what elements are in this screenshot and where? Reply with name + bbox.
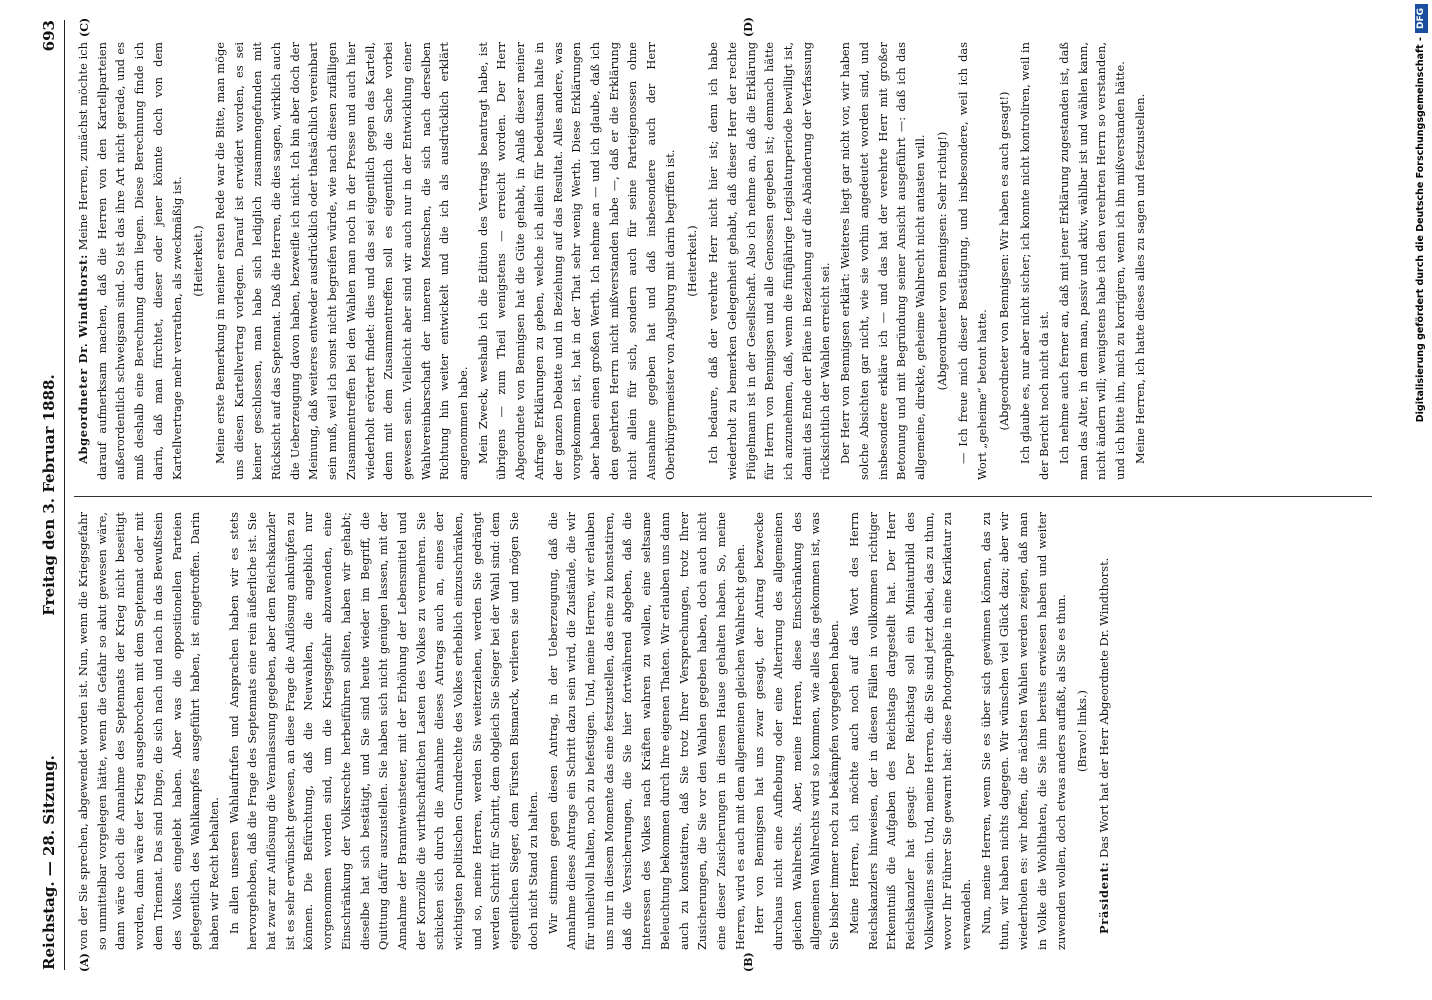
- margin-marker-a: (A): [78, 953, 91, 972]
- paragraph: [1131, 42, 1150, 480]
- digitization-text: Digitalisierung gefördert durch die Deutsche Forschungsgemeinschaft -: [1415, 37, 1426, 423]
- paragraph: von der Sie sprechen, abgewendet worden ist. Nun, wenn die Kriegsgefahr so unmittelbar vorgelegen hätte, wenn die Gefahr so akut gewesen wäre, dann wäre doch die Annahme des Septennats der Krieg nicht beseitigt worden, dann wäre der Krieg ausgebrochen mit dem Septennat oder mit dem Triennat. Das sind Dinge, die sich nach und nach in das Bewußtsein des Volkes eingelebt haben. Aber was die oppositionellen Parteien gelegentlich des Wahlkampfes ausgeführt haben, ist eingetroffen. Darin haben wir Recht behalten.: [76, 512, 221, 950]
- interjection: (Abgeordneter von Bennigsen: Sehr richtig!): [934, 131, 949, 391]
- speech-text: Der Herr von Bennigsen erklärt: Weiteres liegt gar nicht vor, wir haben solche Absichten gar nicht, wie sie vorhin angedeutet worden sind, und insbesondere erkläre ich — und das hat der verehrte Herr mit großer Betonung und mit Begründung seiner Ansicht ausgeführt —: daß ich das allgemeine, direkte, geheime Wahlrecht nicht antasten will.: [838, 42, 927, 480]
- paragraph: Meine Herren, ich möchte auch noch auf das Wort des Herrn Reichskanzlers hinweisen, der in diesen Fällen in vollkommen richtiger Erkenntniß die Aufgaben des Reichstags dargestellt hat. Der Herr Reichskanzler hat gesagt: Der Reichstag soll ein Miniaturbild des Volkswillens sein. Und, meine Herren, die Sie sind jetzt dabei, das zu thun, wovor Ihr Führer Sie gewarnt hat: diese Photographie in eine Karikatur zu verwandeln.: [846, 512, 974, 950]
- running-head-date: Freitag den 3. Februar 1888.: [40, 374, 58, 616]
- dfg-logo: DFG: [1415, 4, 1428, 33]
- margin-marker-d: (D): [742, 17, 755, 37]
- margin-marker-c: (C): [78, 17, 91, 37]
- paragraph: Nun, meine Herren, wenn Sie es über sich gewinnen können, das zu thun, wir haben nichts dagegen. Wir wünschen viel Glück dazu; aber wir wiederholen es: wir hoffen, die nächsten Wahlen werden zeigen, daß man in Volke die Wohlthaten, die Sie ihm bereits erwiesen haben und weiter zuwenden wollen, doch etwas anders auffaßt, als Sie es thun.: [978, 512, 1068, 950]
- paragraph: Herr von Bennigsen hat uns zwar gesagt, der Antrag bezwecke durchaus nicht eine Aufhebung oder eine Alterirung des allgemeinen gleichen Wahlrechts. Aber, meine Herren, diese Einschränkung des allgemeinen Wahlrechts wird so kommen, wie alles das gekommen ist, was Sie bisher immer noch zu bekämpfen vorgegeben haben.: [752, 512, 842, 950]
- right-column: [74, 42, 1372, 480]
- interjection: (Bravo! links.): [1075, 690, 1090, 772]
- paragraph: [1016, 42, 1053, 480]
- speaker-name: Präsident:: [1096, 861, 1111, 935]
- speech-text: Meine erste Bemerkung in meiner ersten Rede war die Bitte, man möge uns diesen Kartellvertrag vorlegen. Darauf ist erwidert worden, es sei keiner geschlossen, man habe sich lediglich zusammengefunden mit Rücksicht auf das Septennat. Daß die Herren, die dies sagen, wirklich auch die Ueberzeugung davon haben, bezweifle ich nicht. Ich bin aber doch der Meinung, daß weiteres entweder ausdrücklich oder thatsächlich vereinbart sein muß, weil ich sonst nicht begreifen würde, wie nach diesen zufälligen Zusammentreffen bei den Wahlen man noch in der Presse und auch hier wiederholt erörtert findet: dies und das sei eigentlich gegen das Kartell, denn mit dem Zusammentreffen soll es eigentlich die Sache vorbei gewesen sein. Vielleicht aber sind wir auch nur in der Entwicklung einer Wahlvereinbarschaft der inneren Menschen, die sich nach derselben Richtung hin weiter entwickelt und die ich als ausdrücklich erklärt angenommen habe.: [212, 42, 471, 480]
- speech-text: Mein Zweck, weshalb ich die Edition des Vertrags beantragt habe, ist übrigens — zum Theil wenigstens — erreicht worden. Der Herr Abgeordnete von Bennigsen hat die Güte gehabt, in Anlaß dieser meiner Anfrage Erklärungen zu geben, welche ich allein für bedeutsam halte in der ganzen Debatte und in Beziehung auf das Resultat. Alles andere, was vorgekommen ist, hat in der That sehr wenig Werth. Diese Erklärungen aber haben einen großen Werth. Ich nehme an — und ich glaube, daß ich den geehrten Herrn nicht mißverstanden habe —, daß er die Erklärung nicht allein für sich, sondern auch für seine Parteigenossen ohne Ausnahme gegeben hat und daß insbesondere auch der Herr Oberbürgermeister von Augsburg mit darin begriffen ist.: [475, 42, 677, 480]
- speech-text: Ich glaube es, nur aber nicht sicher; ich konnte nicht kontroliren, weil in der Bericht noch nicht da ist.: [1018, 42, 1052, 480]
- interjection: (Heiterkeit.): [191, 225, 206, 297]
- speech-text: — Ich freue mich dieser Bestätigung, und insbesondere, weil ich das Wort „geheime“ betont hatte.: [956, 42, 990, 480]
- column-divider: [74, 496, 1372, 497]
- paragraph: [704, 42, 835, 480]
- left-column: [74, 512, 1372, 950]
- speech-text: Das Wort hat der Herr Abgeordnete Dr. Windthorst.: [1096, 557, 1111, 858]
- president-paragraph: [1095, 512, 1114, 950]
- paragraph: [474, 42, 680, 480]
- paragraph: [211, 42, 473, 480]
- speech-text: Ich bedaure, daß der verehrte Herr nicht hier ist; denn ich habe wiederholt zu bemerken Gelegenheit gehabt, daß dieser Herr der rechte Flügelmann ist in der Gesellschaft. Also ich nehme an, daß die Erklärung für Herrn von Bennigsen und alle Genossen gegeben ist; demnach hätte ich anzunehmen, daß, wenn die fünfjährige Legislaturperiode bewilligt ist, damit das Ende der Pläne in Beziehung auf die Abänderung der Verfassung rücksichtlich der Wahlen erreicht sei.: [706, 42, 833, 480]
- running-head-left: Reichstag. — 28. Sitzung.: [40, 755, 58, 970]
- digitization-note: [1412, 4, 1430, 996]
- speaker-name: Abgeordneter Dr. Windthorst:: [76, 254, 90, 465]
- speech-text: Meine Herren, zunächst möchte ich darauf aufmerksam machen, daß die Herren von den Kartellparteien außerordentlich schweigsam sind. So ist das ihre Art nicht gerade, und es muß deshalb eine Berechnung darin liegen. Diese Berechnung finde ich darin, daß man fürchtet, dieser oder jener könnte doch von dem Kartellvertrage mehr verrathen, als zweckmäßig ist.: [76, 42, 184, 480]
- page-number: 693: [40, 20, 58, 52]
- speech-text: Meine Herren, ich hatte dieses alles zu sagen und festzustellen.: [1132, 93, 1147, 465]
- running-head: [40, 20, 64, 970]
- margin-marker-b: (B): [742, 952, 755, 972]
- paragraph: [954, 42, 991, 480]
- digitization-stamp: [1412, 4, 1430, 996]
- paragraph: In allen unseren Wahlaufrufen und Ansprachen haben wir es stets hervorgehoben, daß die Frage des Septennats eine rein äußerliche ist. Sie hat zwar zur Auflösung die Veranlassung gegeben, aber dem Reichskanzler ist es sehr erwünscht gewesen, an diese Frage die Auflösung anknüpfen zu können. Die Befürchtung, daß die Neuwahlen, die angeblich nur vorgenommen worden sind, um die Kriegsgefahr abzuwenden, eine Einschränkung der Volksrechte herbeiführen sollten, haben wir gehabt; dieselbe hat sich bestätigt, und Sie sind heute wieder im Begriff, die Quittung dafür auszustellen. Sie haben sich nicht genügen lassen, mit der Annahme der Branntweinsteuer, mit der Erhöhung der Lebensmittel und der Kornzölle die wirthschaftlichen Lasten des Volkes zu vermehren. Sie schicken sich durch die Annahme dieses Antrags auch an, eines der wichtigsten politischen Grundrechte des Volkes erheblich einzuschränken, und so, meine Herren, werden Sie weiterziehen, werden Sie gedrängt werden Schritt für Schritt, dem obgleich Sie Sieger bei der Wahl sind: dem eigentlichen Sieger, dem Fürsten Bismarck, verlieren sie und mögen Sie doch nicht Stand zu halten.: [226, 512, 540, 950]
- paragraph: Wir stimmen gegen diesen Antrag, in der Ueberzeugung, daß die Annahme dieses Antrags ein Schritt dazu sein wird, die Zustände, die wir für unheilvoll halten, noch zu befestigen. Und, meine Herren, wir erlauben uns nur in diesem Momente das eine festzustellen, das eine zu konstatiren, daß die Versicherungen, die Sie hier fortwährend abgeben, daß die Interessen des Volkes nach Kräften wahren zu wollen, eine seltsame Beleuchtung bekommen durch Ihre eigenen Thaten. Wir erlauben uns dann auch zu konstatiren, daß Sie trotz Ihrer Versprechungen, trotz Ihrer Zusicherungen, die Sie vor den Wahlen gegeben haben, doch auch nicht eine dieser Zusicherungen in diesem Hause gehalten haben. So, meine Herren, wird es auch mit dem allgemeinen gleichen Wahlrecht gehen.: [545, 512, 747, 950]
- speech-text: Ich nehme auch ferner an, daß mit jener Erklärung zugestanden ist, daß man das Alter, in dem man, passiv und aktiv, wählbar ist und wählen kann, nicht ändern will; wenigstens habe ich den verehrten Herrn so verstanden, und ich bitte ihn, mich zu korrigiren, wenn ich ihn mißverstanden hätte.: [1056, 42, 1127, 480]
- header-rule: [64, 20, 65, 970]
- paragraph: [1055, 42, 1130, 480]
- interjection: (Heiterkeit.): [684, 225, 699, 297]
- paragraph: [74, 42, 186, 480]
- paragraph: [836, 42, 930, 480]
- interjection: (Abgeordneter von Bennigsen: Wir haben es auch gesagt!): [996, 91, 1011, 431]
